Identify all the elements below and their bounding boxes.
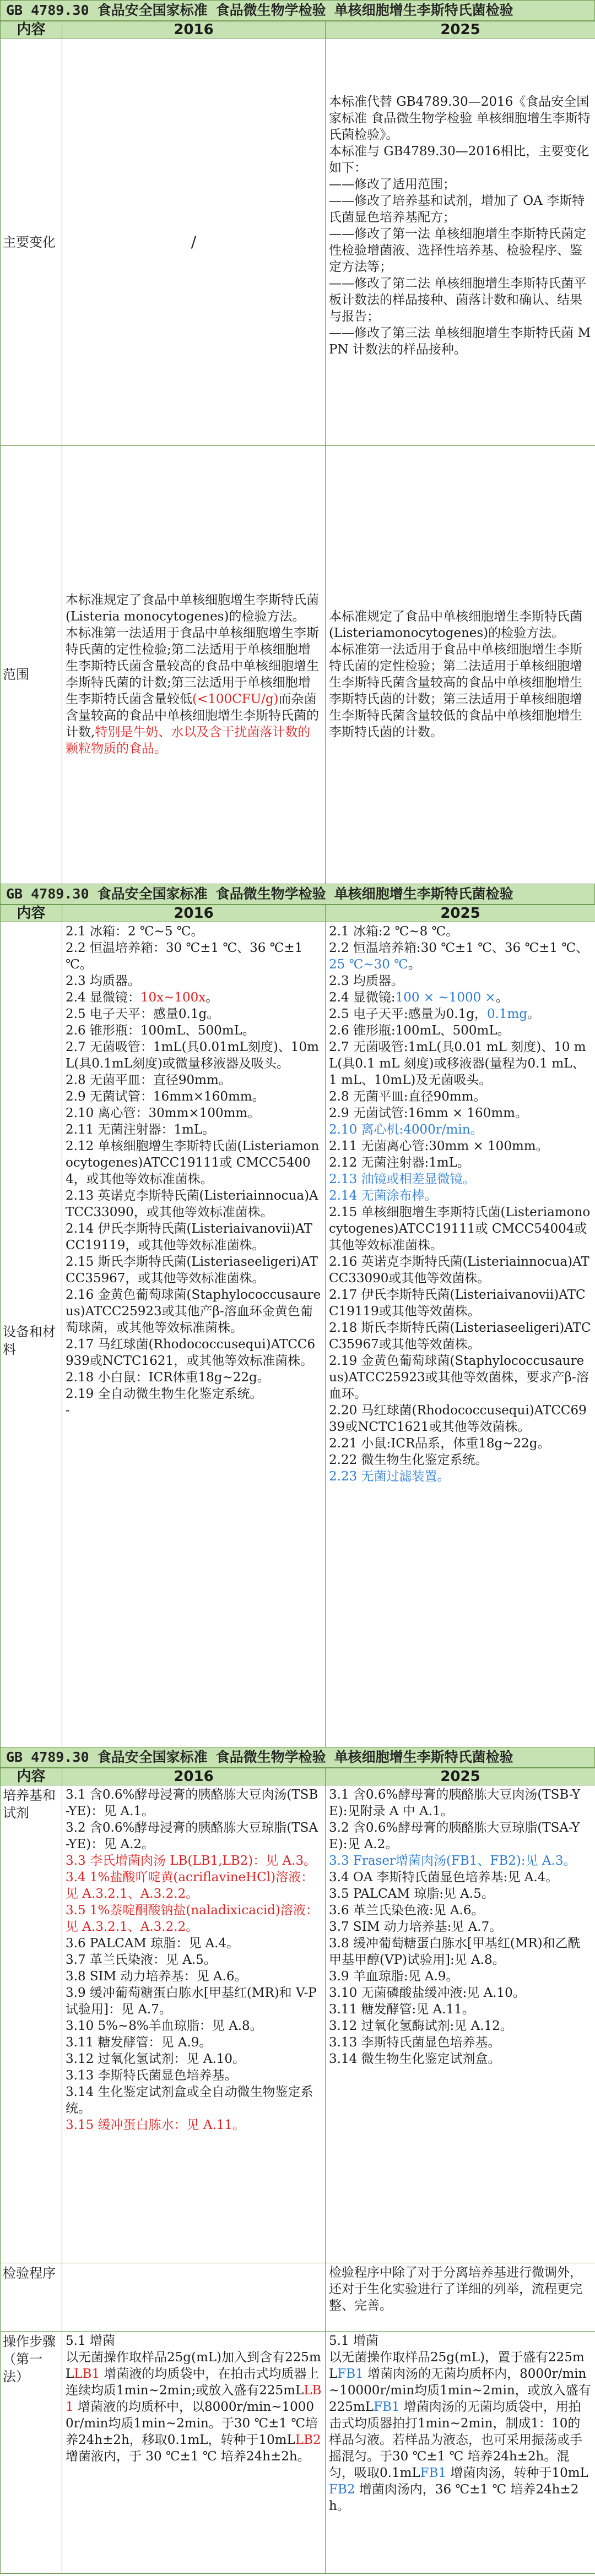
header-content: 内容 — [1, 905, 62, 922]
text-line — [66, 1105, 322, 1121]
text-segment: 2.22 微生物生化鉴定系统。 — [329, 1453, 488, 1467]
text-segment: 2.4 显微镜： — [66, 990, 140, 1005]
text-segment: 本标准第一法适用于食品中单核细胞增生李斯特氏菌的定性检验;第二法适用于单核细胞增生李斯特氏菌含量较高的食品中单核细胞增生李斯特氏菌的计数;第三法适用于单核细胞增生李斯特氏菌含量较低 — [66, 625, 319, 706]
text-segment: 。 — [527, 1007, 540, 1021]
text-line — [66, 1221, 322, 1254]
header-2025: 2025 — [326, 1768, 595, 1785]
text-segment: 2.11 无菌注射器：1mL。 — [66, 1123, 215, 1137]
text-segment: 增菌液的均质杯中，以8000r/min~10000r/min均质1min~2min。于30 ℃±1 ℃培养24h±2h，移取0.1mL，转种于10mL — [66, 2400, 318, 2447]
cell-2025 — [326, 446, 595, 903]
text-segment: ——修改了第一法 单核细胞增生李斯特氏菌定性检验增菌液、选择性培养基、检验程序、鉴定方法等； — [329, 227, 587, 274]
text-segment: - — [66, 1403, 70, 1418]
text-line — [329, 226, 592, 275]
text-line — [329, 1985, 592, 2001]
text-segment: 增菌肉汤的无菌均质袋中，用拍击式均质器拍打1min~2min，制成1：10的样品匀液。若样品为液态，也可采用振荡或手摇混匀。于30 ℃±1 ℃ 培养24h±2h。混匀，吸取0.1mL — [329, 2400, 582, 2480]
text-line — [66, 1121, 322, 1138]
text-line — [329, 1105, 592, 1121]
text-line — [66, 973, 322, 989]
row-label: 范围 — [1, 446, 62, 903]
row-main-changes — [1, 39, 595, 446]
text-line — [66, 1985, 322, 2018]
text-line — [329, 1022, 592, 1039]
highlighted-text: LB1 — [66, 2383, 322, 2414]
text-segment: 2.7 无菌吸管:1mL(具0.01 mL 刻度)、10 mL(具0.1 mL 刻度)或移液器(量程为0.1 mL、1 mL、10mL)及无菌吸头。 — [329, 1040, 586, 1087]
text-segment: 3.14 微生物生化鉴定试剂盒。 — [329, 2052, 501, 2066]
text-segment: 2.3 均质器。 — [66, 974, 140, 988]
text-segment: 3.13 李斯特氏菌显色培养基。 — [66, 2068, 237, 2083]
text-segment: 3.11 糖发酵管:见 A.11。 — [329, 2002, 475, 2017]
text-segment: 2.4 显微镜: — [329, 990, 396, 1005]
text-segment: 2.1 冰箱：2 ℃~5 ℃。 — [66, 924, 204, 939]
text-segment: 5.1 增菌 — [66, 2334, 115, 2348]
text-segment: 5.1 增菌 — [329, 2334, 378, 2348]
text-segment: 2.18 小白鼠：ICR体重18g~22g。 — [66, 1370, 270, 1385]
highlighted-text: LB1 — [74, 2367, 100, 2381]
text-line — [329, 2001, 592, 2018]
text-segment: 增菌肉汤，转种于10mL — [446, 2466, 588, 2480]
text-segment: 2.6 锥形瓶：100mL、500mL。 — [66, 1023, 255, 1038]
header-2025: 2025 — [326, 905, 595, 922]
text-segment: 2.10 离心管：30mm×100mm。 — [66, 1106, 261, 1120]
text-line — [329, 1171, 592, 1188]
text-segment: ——修改了第二法 单核细胞增生李斯特氏菌平板计数法的样品接种、菌落计数和确认、结果与报告； — [329, 276, 587, 324]
text-segment: 2.9 无菌试管:16mm × 160mm。 — [329, 1106, 528, 1120]
text-segment: 3.14 生化鉴定试剂盒或全自动微生物鉴定系统。 — [66, 2085, 313, 2116]
header-content: 内容 — [1, 21, 62, 39]
text-line — [329, 1320, 592, 1353]
text-line — [329, 94, 592, 143]
text-segment: 3.7 SIM 动力培养基:见 A.7。 — [329, 1920, 502, 1934]
cell-2025 — [326, 39, 595, 446]
text-line — [66, 1902, 322, 1935]
text-segment: 2.17 伊氏李斯特氏菌(Listeriaivanovii)ATCC19119或其他等效菌株。 — [329, 1288, 586, 1319]
text-segment: 2.16 英诺克李斯特氏菌(Listeriainnocua)ATCC33090或其他等效菌株。 — [329, 1255, 589, 1286]
text-line — [329, 1121, 592, 1138]
text-line — [66, 1336, 322, 1369]
text-line — [66, 1039, 322, 1072]
row-label: 设备和材料 — [1, 922, 62, 1759]
text-line — [329, 1204, 592, 1254]
text-line — [66, 1188, 322, 1221]
text-line — [66, 1787, 322, 1820]
text-segment: 2.1 冰箱:2 ℃~8 ℃。 — [329, 924, 459, 939]
text-line — [329, 1919, 592, 1935]
cell-2016 — [62, 2332, 326, 2574]
text-segment: 而杂菌含量较高的食品中单核细胞增生李斯特氏菌的计数, — [66, 691, 319, 739]
row-scope — [1, 446, 595, 903]
highlighted-text: 3.3 Fraser增菌肉汤(FB1、FB2):见 A.3。 — [329, 1854, 576, 1868]
text-segment: 本标准规定了食品中单核细胞增生李斯特氏菌(Listeriamonocytogenes)的检验方法。 — [329, 609, 582, 640]
row-label: 检验程序 — [1, 2263, 62, 2332]
text-line — [329, 2034, 592, 2051]
header-2016: 2016 — [62, 21, 326, 39]
text-line — [329, 1853, 592, 1869]
text-line — [329, 940, 592, 973]
text-line — [329, 275, 592, 325]
header-content: 内容 — [1, 1768, 62, 1785]
text-line — [66, 1386, 322, 1402]
highlighted-text: 0.1mg — [486, 1007, 528, 1021]
highlighted-text: FB1 — [420, 2466, 447, 2480]
highlighted-text: 特别是牛奶、水以及含干扰菌落计数的颗粒物质的食品。 — [66, 725, 311, 756]
text-line — [329, 1468, 592, 1485]
text-segment: 2.12 单核细胞增生李斯特氏菌(Listeriamonocytogenes)ATCC19111或 CMCC54004，或其他等效标准菌株。 — [66, 1139, 320, 1186]
text-line — [66, 2117, 322, 2133]
text-line — [66, 2034, 322, 2051]
text-line — [329, 989, 592, 1006]
text-segment: 3.6 革兰氏染色液:见 A.6。 — [329, 1903, 484, 1918]
text-line — [66, 1254, 322, 1287]
text-line — [329, 1154, 592, 1171]
cell-2025 — [326, 922, 595, 1759]
text-segment: 3.8 缓冲葡萄糖蛋白胨水[甲基红(MR)和乙酰甲基甲醇(VP)试验用]:见 A.8。 — [329, 1936, 581, 1967]
text-segment: 3.11 糖发酵管：见 A.9。 — [66, 2035, 212, 2050]
highlighted-text: FB1 — [337, 2367, 364, 2381]
text-segment: 3.12 过氧化氢试剂：见 A.10。 — [66, 2052, 246, 2066]
text-segment: 3.9 羊血琼脂:见 A.9。 — [329, 1969, 459, 1984]
text-segment: 2.2 恒温培养箱:30 ℃±1 ℃、36 ℃±1 ℃、 — [329, 941, 589, 955]
text-line — [329, 1006, 592, 1022]
panel-equipment — [0, 884, 595, 1759]
row-equipment — [1, 922, 595, 1759]
panel-title: GB 4789.30 食品安全国家标准 食品微生物学检验 单核细胞增生李斯特氏菌检验 — [0, 1747, 595, 1768]
row-steps — [1, 2332, 595, 2574]
highlighted-text: FB1 — [373, 2400, 400, 2414]
text-segment: 本标准第一法适用于食品中单核细胞增生李斯特氏菌的定性检验；第二法适用于单核细胞增生李斯特氏菌含量较高的食品中单核细胞增生李斯特氏菌的计数；第三法适用于单核细胞增生李斯特氏菌含量较低的食品中单核细胞增生李斯特氏菌的计数。 — [329, 642, 582, 739]
text-line — [66, 1088, 322, 1105]
text-segment: 2.6 锥形瓶:100mL、500mL。 — [329, 1023, 510, 1038]
cell-2025: 检验程序中除了对于分离培养基进行微调外，还对于生化实验进行了详细的列举，流程更完整、完善。 — [326, 2263, 595, 2332]
header-2025: 2025 — [326, 21, 595, 39]
text-segment: 3.2 含0.6%酵母浸膏的胰酪胨大豆琼脂(TSA-YE)：见 A.2。 — [66, 1821, 318, 1851]
text-segment: 以无菌操作取样品25g(mL)加入到含有225mL — [66, 2350, 321, 2381]
text-line — [329, 1869, 592, 1886]
text-segment: 3.6 PALCAM 琼脂：见 A.4。 — [66, 1936, 240, 1951]
text-line — [329, 973, 592, 989]
panel-title: GB 4789.30 食品安全国家标准 食品微生物学检验 单核细胞增生李斯特氏菌检验 — [0, 0, 595, 21]
text-line — [329, 641, 592, 740]
text-line — [66, 2067, 322, 2084]
text-segment: 3.8 SIM 动力培养基：见 A.6。 — [66, 1969, 247, 1984]
text-segment: 增菌肉汤的无菌均质杯内，8000r/min~10000r/min均质1min~2min，或放入盛有225mL — [329, 2367, 591, 2414]
text-line — [329, 923, 592, 940]
text-segment: 2.13 英诺克李斯特氏菌(Listeriainnocua)ATCC33090，或其他等效标准菌株。 — [66, 1189, 318, 1219]
cell-2025 — [326, 2332, 595, 2574]
text-line — [66, 1006, 322, 1022]
text-line — [329, 1088, 592, 1105]
text-line — [329, 1452, 592, 1468]
text-segment: 2.20 马红球菌(Rhodococcusequi)ATCC6939或NCTC1621或其他等效菌株。 — [329, 1403, 587, 1434]
text-segment: 2.12 无菌注射器:1mL。 — [329, 1156, 470, 1170]
text-line — [66, 1935, 322, 1952]
row-label: 培养基和试剂 — [1, 1785, 62, 2263]
text-segment: 2.19 全自动微生物生化鉴定系统。 — [66, 1387, 263, 1401]
text-line — [66, 592, 322, 625]
text-line — [329, 1188, 592, 1204]
text-segment: 3.12 过氧化氢酶试剂:见 A.12。 — [329, 2019, 513, 2033]
text-line — [66, 1820, 322, 1853]
text-segment: ——修改了第三法 单核细胞增生李斯特氏菌 MPN 计数法的样品接种。 — [329, 326, 591, 357]
text-line — [329, 2018, 592, 2034]
header-2016: 2016 — [62, 1768, 326, 1785]
highlighted-text: 2.23 无菌过滤装置。 — [329, 1469, 450, 1484]
text-line — [66, 1287, 322, 1336]
text-line — [329, 193, 592, 226]
text-segment: 3.1 含0.6%酵母膏的胰酪胨大豆肉汤(TSB-YE):见附录 A 中 A.1。 — [329, 1788, 581, 1818]
text-segment: 2.18 斯氏李斯特氏菌(Listeriaseeligeri)ATCC35967或其他等效菌株。 — [329, 1321, 591, 1352]
text-segment: 3.9 缓冲葡萄糖蛋白胨水[甲基红(MR)和 V-P试验用]：见 A.7。 — [66, 1986, 317, 2017]
text-line — [329, 1287, 592, 1320]
text-segment: 增菌液的均质袋中，在拍击式均质器上连续均质1min~2min;或放入盛有225mL — [66, 2367, 320, 2398]
cell-2016 — [62, 2263, 326, 2332]
text-line — [329, 2333, 592, 2349]
highlighted-text: 3.3 李氏增菌肉汤 LB(LB1,LB2)：见 A.3。 — [66, 1854, 317, 1868]
text-segment: 3.4 OA 李斯特氏菌显色培养基:见 A.4。 — [329, 1870, 559, 1885]
text-segment: 2.5 电子天平:感量为0.1g， — [329, 1007, 487, 1021]
highlighted-text: (<100CFU/g) — [192, 691, 279, 706]
text-line — [66, 625, 322, 757]
text-segment: 。 — [408, 957, 421, 972]
highlighted-text: 2.14 无菌涂布棒。 — [329, 1189, 437, 1203]
table-header — [1, 1768, 595, 1785]
cell-2016: / — [62, 39, 326, 446]
text-segment: ——修改了培养基和试剂，增加了 OA 李斯特氏菌显色培养基配方； — [329, 194, 585, 225]
text-line — [66, 1138, 322, 1188]
text-segment: 2.16 金黄色葡萄球菌(Staphylococcusaureus)ATCC25923或其他产β-溶血环金黄色葡萄球菌，或其他等效标准菌株。 — [66, 1288, 321, 1335]
text-line — [66, 2333, 322, 2349]
comparison-table — [0, 1768, 595, 2574]
text-segment: 2.3 均质器。 — [329, 974, 404, 988]
text-segment: 增菌液内，于 30 ℃±1 ℃ 培养24h±2h。 — [66, 2449, 310, 2464]
text-segment: 2.11 无菌离心管:30mm × 100mm。 — [329, 1139, 549, 1153]
text-segment: ——修改了适用范围； — [329, 177, 456, 192]
text-line — [66, 1072, 322, 1088]
text-line — [66, 2018, 322, 2034]
text-segment: 本标准规定了食品中单核细胞增生李斯特氏菌(Listeria monocytogenes)的检验方法。 — [66, 592, 319, 624]
text-segment: 2.19 金黄色葡萄球菌(Staphylococcusaureus)ATCC25923或其他等效菌株，要求产β-溶血环。 — [329, 1354, 589, 1401]
highlighted-text: 100 × ~1000 × — [395, 990, 496, 1005]
text-line — [66, 1369, 322, 1386]
text-line — [329, 176, 592, 193]
text-line — [66, 923, 322, 940]
panel-media — [0, 1747, 595, 2574]
text-line — [329, 2349, 592, 2514]
text-line — [329, 2051, 592, 2067]
highlighted-text: 3.5 1%萘啶酮酸钠盐(naladixicacid)溶液：见 A.3.2.1、A.3.2.2。 — [66, 1903, 318, 1934]
cell-2016 — [62, 446, 326, 903]
highlighted-text: 2.13 油镜或相差显微镜。 — [329, 1172, 475, 1186]
text-segment: 以无菌操作取样品25g(mL)，置于盛有225mL — [329, 2350, 585, 2381]
table-header — [1, 21, 595, 39]
panel-scope — [0, 0, 595, 903]
text-line — [329, 1402, 592, 1435]
text-segment: 3.10 无菌磷酸盐缓冲液:见 A.10。 — [329, 1986, 526, 2000]
text-segment: 。 — [205, 990, 219, 1005]
text-line — [329, 325, 592, 358]
text-line — [66, 1853, 322, 1869]
text-segment: 增菌肉汤内，36 ℃±1 ℃ 培养24h±2h。 — [329, 2482, 579, 2513]
text-line — [66, 2084, 322, 2117]
text-line — [329, 1787, 592, 1820]
text-line — [66, 940, 322, 973]
text-line — [329, 1886, 592, 1902]
row-media — [1, 1785, 595, 2263]
header-2016: 2016 — [62, 905, 326, 922]
table-header — [1, 905, 595, 922]
text-segment: 2.15 斯氏李斯特氏菌(Listeriaseeligeri)ATCC35967，或其他等效标准菌株。 — [66, 1255, 318, 1286]
highlighted-text: 10x~100x — [140, 990, 206, 1005]
text-segment: 本标准代替 GB4789.30—2016《食品安全国家标准 食品微生物学检验 单核细胞增生李斯特氏菌检验》。 — [329, 95, 591, 142]
text-segment: 2.17 马红球菌(Rhodococcusequi)ATCC6939或NCTC1621，或其他等效标准菌株。 — [66, 1337, 316, 1368]
text-line — [329, 1968, 592, 1985]
text-segment: 。 — [495, 990, 509, 1005]
text-segment: 2.8 无菌平皿：直径90mm。 — [66, 1073, 231, 1087]
text-line — [329, 1353, 592, 1402]
text-line — [66, 1022, 322, 1039]
comparison-table — [0, 905, 595, 1759]
panel-title: GB 4789.30 食品安全国家标准 食品微生物学检验 单核细胞增生李斯特氏菌检验 — [0, 884, 595, 905]
text-segment: 3.10 5%~8%羊血琼脂：见 A.8。 — [66, 2019, 263, 2033]
cell-2016 — [62, 1785, 326, 2263]
text-segment: 2.8 无菌平皿:直径90mm。 — [329, 1090, 486, 1104]
cell-2016 — [62, 922, 326, 1759]
text-line — [329, 1902, 592, 1919]
text-segment: 3.2 含0.6%酵母膏的胰酪胨大豆琼脂(TSA-YE):见 A.2。 — [329, 1821, 580, 1851]
comparison-table — [0, 21, 595, 903]
text-line — [66, 1952, 322, 1968]
text-segment: 2.9 无菌试管：16mm×160mm。 — [66, 1090, 265, 1104]
row-procedure — [1, 2263, 595, 2332]
text-segment: 2.2 恒温培养箱：30 ℃±1 ℃、36 ℃±1 ℃。 — [66, 941, 303, 972]
text-line — [66, 989, 322, 1006]
text-line — [66, 1402, 322, 1419]
highlighted-text: 2.10 离心机:4000r/min。 — [329, 1123, 483, 1137]
text-line — [329, 1254, 592, 1287]
text-segment: 2.7 无菌吸管：1mL(具0.01mL刻度)、10mL(具0.1mL刻度)或微量移液器及吸头。 — [66, 1040, 319, 1071]
text-segment: 2.21 小鼠:ICR品系，体重18g~22g。 — [329, 1436, 550, 1451]
text-line — [329, 1435, 592, 1452]
highlighted-text: LB2 — [295, 2433, 321, 2447]
text-line — [329, 608, 592, 641]
highlighted-text: FB2 — [329, 2482, 355, 2497]
highlighted-text: 3.4 1%盐酸吖啶黄(acriflavineHCl)溶液：见 A.3.2.1、A.3.2.2。 — [66, 1870, 314, 1901]
text-line — [66, 2051, 322, 2067]
text-line — [66, 2349, 322, 2465]
text-segment: 3.1 含0.6%酵母浸膏的胰酪胨大豆肉汤(TSB-YE)：见 A.1。 — [66, 1788, 318, 1818]
text-line — [329, 143, 592, 176]
text-line — [66, 1968, 322, 1985]
row-label: 操作步骤（第一法） — [1, 2332, 62, 2574]
highlighted-text: 3.15 缓冲蛋白胨水：见 A.11。 — [66, 2118, 246, 2132]
text-segment: 2.5 电子天平：感量0.1g。 — [66, 1007, 220, 1021]
highlighted-text: 25 ℃~30 ℃ — [329, 957, 408, 972]
text-line — [329, 1138, 592, 1154]
text-segment: 3.7 革兰氏染液：见 A.5。 — [66, 1953, 217, 1967]
text-line — [329, 1039, 592, 1088]
text-segment: 2.15 单核细胞增生李斯特氏菌(Listeriamonocytogenes)ATCC19111或 CMCC54004或其他等效标准菌株。 — [329, 1205, 591, 1252]
cell-2025 — [326, 1785, 595, 2263]
text-segment: 3.13 李斯特氏菌显色培养基。 — [329, 2035, 501, 2050]
text-line — [329, 1820, 592, 1853]
text-line — [66, 1869, 322, 1902]
row-label: 主要变化 — [1, 39, 62, 446]
text-segment: 2.14 伊氏李斯特氏菌(Listeriaivanovii)ATCC19119，或其他等效标准菌株。 — [66, 1222, 312, 1252]
text-line — [329, 1935, 592, 1968]
text-segment: 本标准与 GB4789.30—2016相比，主要变化如下： — [329, 144, 589, 175]
text-segment: 3.5 PALCAM 琼脂:见 A.5。 — [329, 1887, 494, 1901]
